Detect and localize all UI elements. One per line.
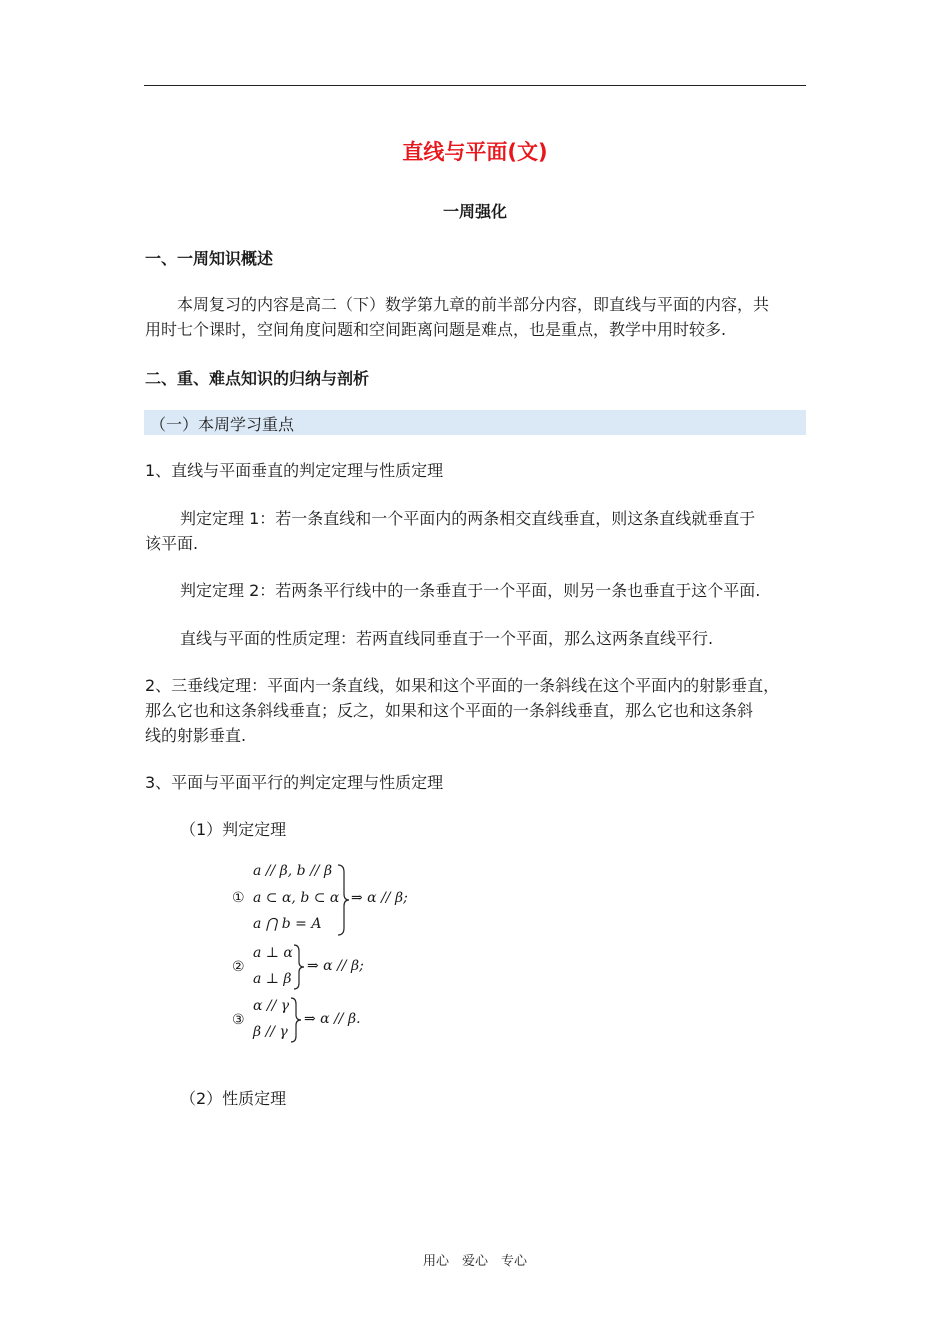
highlight-band	[144, 410, 806, 435]
formula2-line1: a ⊥ α	[253, 945, 293, 961]
section1-line2: 用时七个课时，空间角度问题和空间距离问题是难点，也是重点，教学中用时较多.	[145, 320, 727, 339]
item2-line3: 线的射影垂直.	[145, 726, 247, 745]
formula1-line1: a // β, b // β	[253, 863, 333, 879]
section1-line1: 本周复习的内容是高二（下）数学第九章的前半部分内容，即直线与平面的内容，共	[177, 295, 770, 314]
item3-heading: 3、平面与平面平行的判定定理与性质定理	[145, 773, 444, 792]
formula1-brace	[336, 864, 350, 936]
band-label: （一）本周学习重点	[150, 415, 295, 434]
formula3-result: ⇒ α // β.	[304, 1011, 361, 1027]
sub2-heading: （2）性质定理	[180, 1089, 287, 1108]
formula1-result: ⇒ α // β;	[351, 890, 408, 906]
property-theorem: 直线与平面的性质定理：若两直线同垂直于一个平面，那么这两条直线平行.	[180, 629, 714, 648]
item1-heading: 1、直线与平面垂直的判定定理与性质定理	[145, 461, 444, 480]
document-title: 直线与平面(文)	[402, 140, 548, 164]
theorem1-line1: 判定定理 1：若一条直线和一个平面内的两条相交直线垂直，则这条直线就垂直于	[180, 509, 756, 528]
formula3-number: ③	[232, 1012, 245, 1028]
formula1-line3: a ⋂ b = A	[253, 916, 322, 932]
formula3-brace	[289, 997, 303, 1043]
formula1-number: ①	[232, 890, 245, 906]
theorem1-line2: 该平面.	[145, 534, 199, 553]
formula2-brace	[292, 944, 306, 990]
item2-line1: 2、三垂线定理：平面内一条直线，如果和这个平面的一条斜线在这个平面内的射影垂直，	[145, 676, 780, 695]
formula2-line2: a ⊥ β	[253, 971, 292, 987]
section2-heading: 二、重、难点知识的归纳与剖析	[145, 369, 370, 388]
document-subtitle: 一周强化	[442, 202, 507, 221]
formula1-line2: a ⊂ α, b ⊂ α	[253, 890, 340, 906]
sub1-heading: （1）判定定理	[180, 820, 287, 839]
formula2-result: ⇒ α // β;	[307, 958, 364, 974]
theorem2: 判定定理 2：若两条平行线中的一条垂直于一个平面，则另一条也垂直于这个平面.	[180, 581, 761, 600]
section1-heading: 一、一周知识概述	[145, 249, 274, 268]
item2-line2: 那么它也和这条斜线垂直；反之，如果和这个平面的一条斜线垂直，那么它也和这条斜	[145, 701, 754, 720]
header-rule	[144, 85, 806, 86]
formula3-line2: β // γ	[253, 1024, 288, 1040]
page-footer: 用心 爱心 专心	[422, 1254, 527, 1269]
formula2-number: ②	[232, 959, 245, 975]
formula3-line1: α // γ	[253, 998, 290, 1014]
